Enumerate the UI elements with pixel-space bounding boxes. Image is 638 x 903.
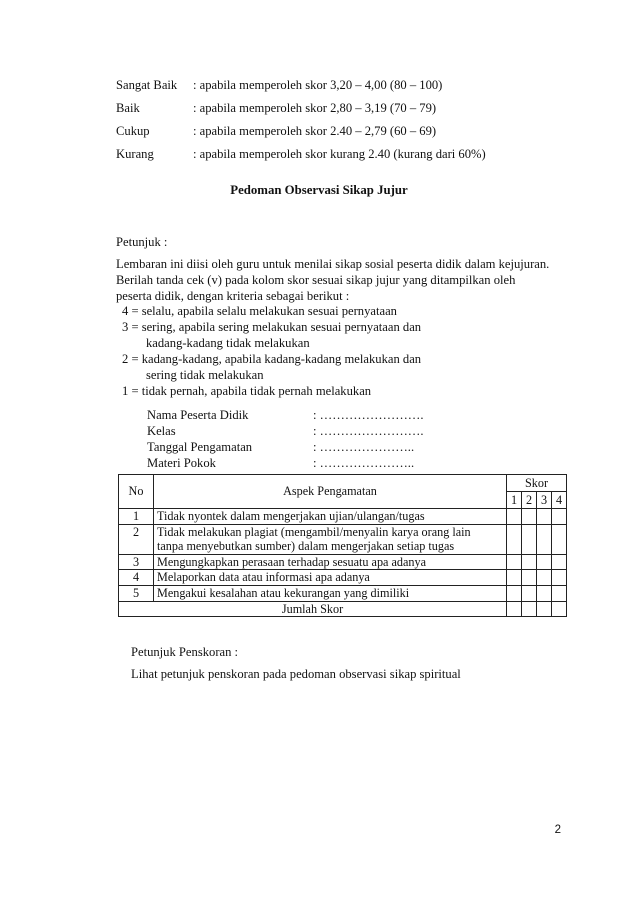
grade-label-kurang: Kurang xyxy=(116,147,154,161)
table-row xyxy=(119,570,567,586)
score-cell[interactable] xyxy=(537,570,552,586)
table-row xyxy=(119,585,567,601)
total-score-cell[interactable] xyxy=(537,601,552,617)
table-total-row xyxy=(119,601,567,617)
total-label: Jumlah Skor xyxy=(119,601,507,617)
row-no: 1 xyxy=(119,509,154,525)
instructions-line-3: peserta didik, dengan kriteria sebagai berikut : xyxy=(116,289,350,303)
criteria-4: 4 = selalu, apabila selalu melakukan sesuai pernyataan xyxy=(122,304,397,318)
score-cell[interactable] xyxy=(522,585,537,601)
row-aspect: Mengakui kesalahan atau kekurangan yang dimiliki xyxy=(154,585,507,601)
field-value-kelas: : ……………………. xyxy=(313,424,424,438)
field-label-kelas: Kelas xyxy=(147,424,176,438)
score-cell[interactable] xyxy=(537,554,552,570)
criteria-2-cont: sering tidak melakukan xyxy=(146,368,264,382)
total-score-cell[interactable] xyxy=(522,601,537,617)
criteria-1: 1 = tidak pernah, apabila tidak pernah melakukan xyxy=(122,384,372,398)
score-cell[interactable] xyxy=(552,524,567,554)
score-cell[interactable] xyxy=(522,524,537,554)
total-score-cell[interactable] xyxy=(552,601,567,617)
score-cell[interactable] xyxy=(522,554,537,570)
table-row xyxy=(119,524,567,554)
row-aspect: Mengungkapkan perasaan terhadap sesuatu apa adanya xyxy=(154,554,507,570)
criteria-3-cont: kadang-kadang tidak melakukan xyxy=(146,336,310,350)
header-skor-2: 2 xyxy=(522,492,537,509)
criteria-2: 2 = kadang-kadang, apabila kadang-kadang melakukan dan xyxy=(122,352,422,366)
header-aspek: Aspek Pengamatan xyxy=(154,475,507,509)
header-skor-3: 3 xyxy=(537,492,552,509)
instructions-line-2: Berilah tanda cek (v) pada kolom skor sesuai sikap jujur yang ditampilkan oleh xyxy=(116,273,516,287)
score-cell[interactable] xyxy=(507,554,522,570)
instructions-heading: Petunjuk : xyxy=(116,235,168,249)
score-cell[interactable] xyxy=(507,524,522,554)
field-value-materi: : ………………….. xyxy=(313,456,415,470)
row-no: 3 xyxy=(119,554,154,570)
field-label-materi: Materi Pokok xyxy=(147,456,216,470)
score-cell[interactable] xyxy=(537,509,552,525)
field-value-nama: : ……………………. xyxy=(313,408,424,422)
header-no: No xyxy=(119,475,154,509)
grade-desc-cukup: : apabila memperoleh skor 2.40 – 2,79 (60 – 69) xyxy=(193,124,437,138)
score-cell[interactable] xyxy=(552,509,567,525)
table-row xyxy=(119,509,567,525)
field-label-tanggal: Tanggal Pengamatan xyxy=(147,440,253,454)
row-aspect xyxy=(154,524,507,554)
page-title: Pedoman Observasi Sikap Jujur xyxy=(230,183,408,197)
score-cell[interactable] xyxy=(552,585,567,601)
grade-desc-baik: : apabila memperoleh skor 2,80 – 3,19 (70 – 79) xyxy=(193,101,437,115)
row-aspect: Melaporkan data atau informasi apa adanya xyxy=(154,570,507,586)
grade-desc-kurang: : apabila memperoleh skor kurang 2.40 (kurang dari 60%) xyxy=(193,147,486,161)
page-number: 2 xyxy=(554,824,561,836)
grade-label-cukup: Cukup xyxy=(116,124,150,138)
score-cell[interactable] xyxy=(537,524,552,554)
row-no: 5 xyxy=(119,585,154,601)
score-cell[interactable] xyxy=(522,509,537,525)
row-aspect-line-1: Tidak melakukan plagiat (mengambil/menyalin karya orang lain xyxy=(157,524,471,539)
field-label-nama: Nama Peserta Didik xyxy=(147,408,249,422)
row-aspect: Tidak nyontek dalam mengerjakan ujian/ulangan/tugas xyxy=(154,509,507,525)
row-no: 2 xyxy=(119,524,154,554)
criteria-3: 3 = sering, apabila sering melakukan sesuai pernyataan dan xyxy=(122,320,422,334)
score-cell[interactable] xyxy=(552,570,567,586)
score-cell[interactable] xyxy=(537,585,552,601)
score-cell[interactable] xyxy=(522,570,537,586)
grade-desc-sangat-baik: : apabila memperoleh skor 3,20 – 4,00 (80 – 100) xyxy=(193,78,443,92)
header-skor: Skor xyxy=(507,475,567,492)
row-aspect-line-2: tanpa menyebutkan sumber) dalam mengerjakan setiap tugas xyxy=(157,539,455,554)
field-value-tanggal: : ………………….. xyxy=(313,440,415,454)
total-score-cell[interactable] xyxy=(507,601,522,617)
table-header-row xyxy=(119,475,567,492)
table-row xyxy=(119,554,567,570)
grade-label-baik: Baik xyxy=(116,101,140,115)
score-cell[interactable] xyxy=(507,509,522,525)
grade-label-sangat-baik: Sangat Baik xyxy=(116,78,178,92)
observation-table xyxy=(118,474,567,617)
instructions-line-1: Lembaran ini diisi oleh guru untuk menilai sikap sosial peserta didik dalam kejujuran. xyxy=(116,257,550,271)
scoring-heading: Petunjuk Penskoran : xyxy=(131,645,239,659)
scoring-text: Lihat petunjuk penskoran pada pedoman observasi sikap spiritual xyxy=(131,667,461,681)
score-cell[interactable] xyxy=(507,585,522,601)
score-cell[interactable] xyxy=(507,570,522,586)
header-skor-1: 1 xyxy=(507,492,522,509)
header-skor-4: 4 xyxy=(552,492,567,509)
row-no: 4 xyxy=(119,570,154,586)
score-cell[interactable] xyxy=(552,554,567,570)
